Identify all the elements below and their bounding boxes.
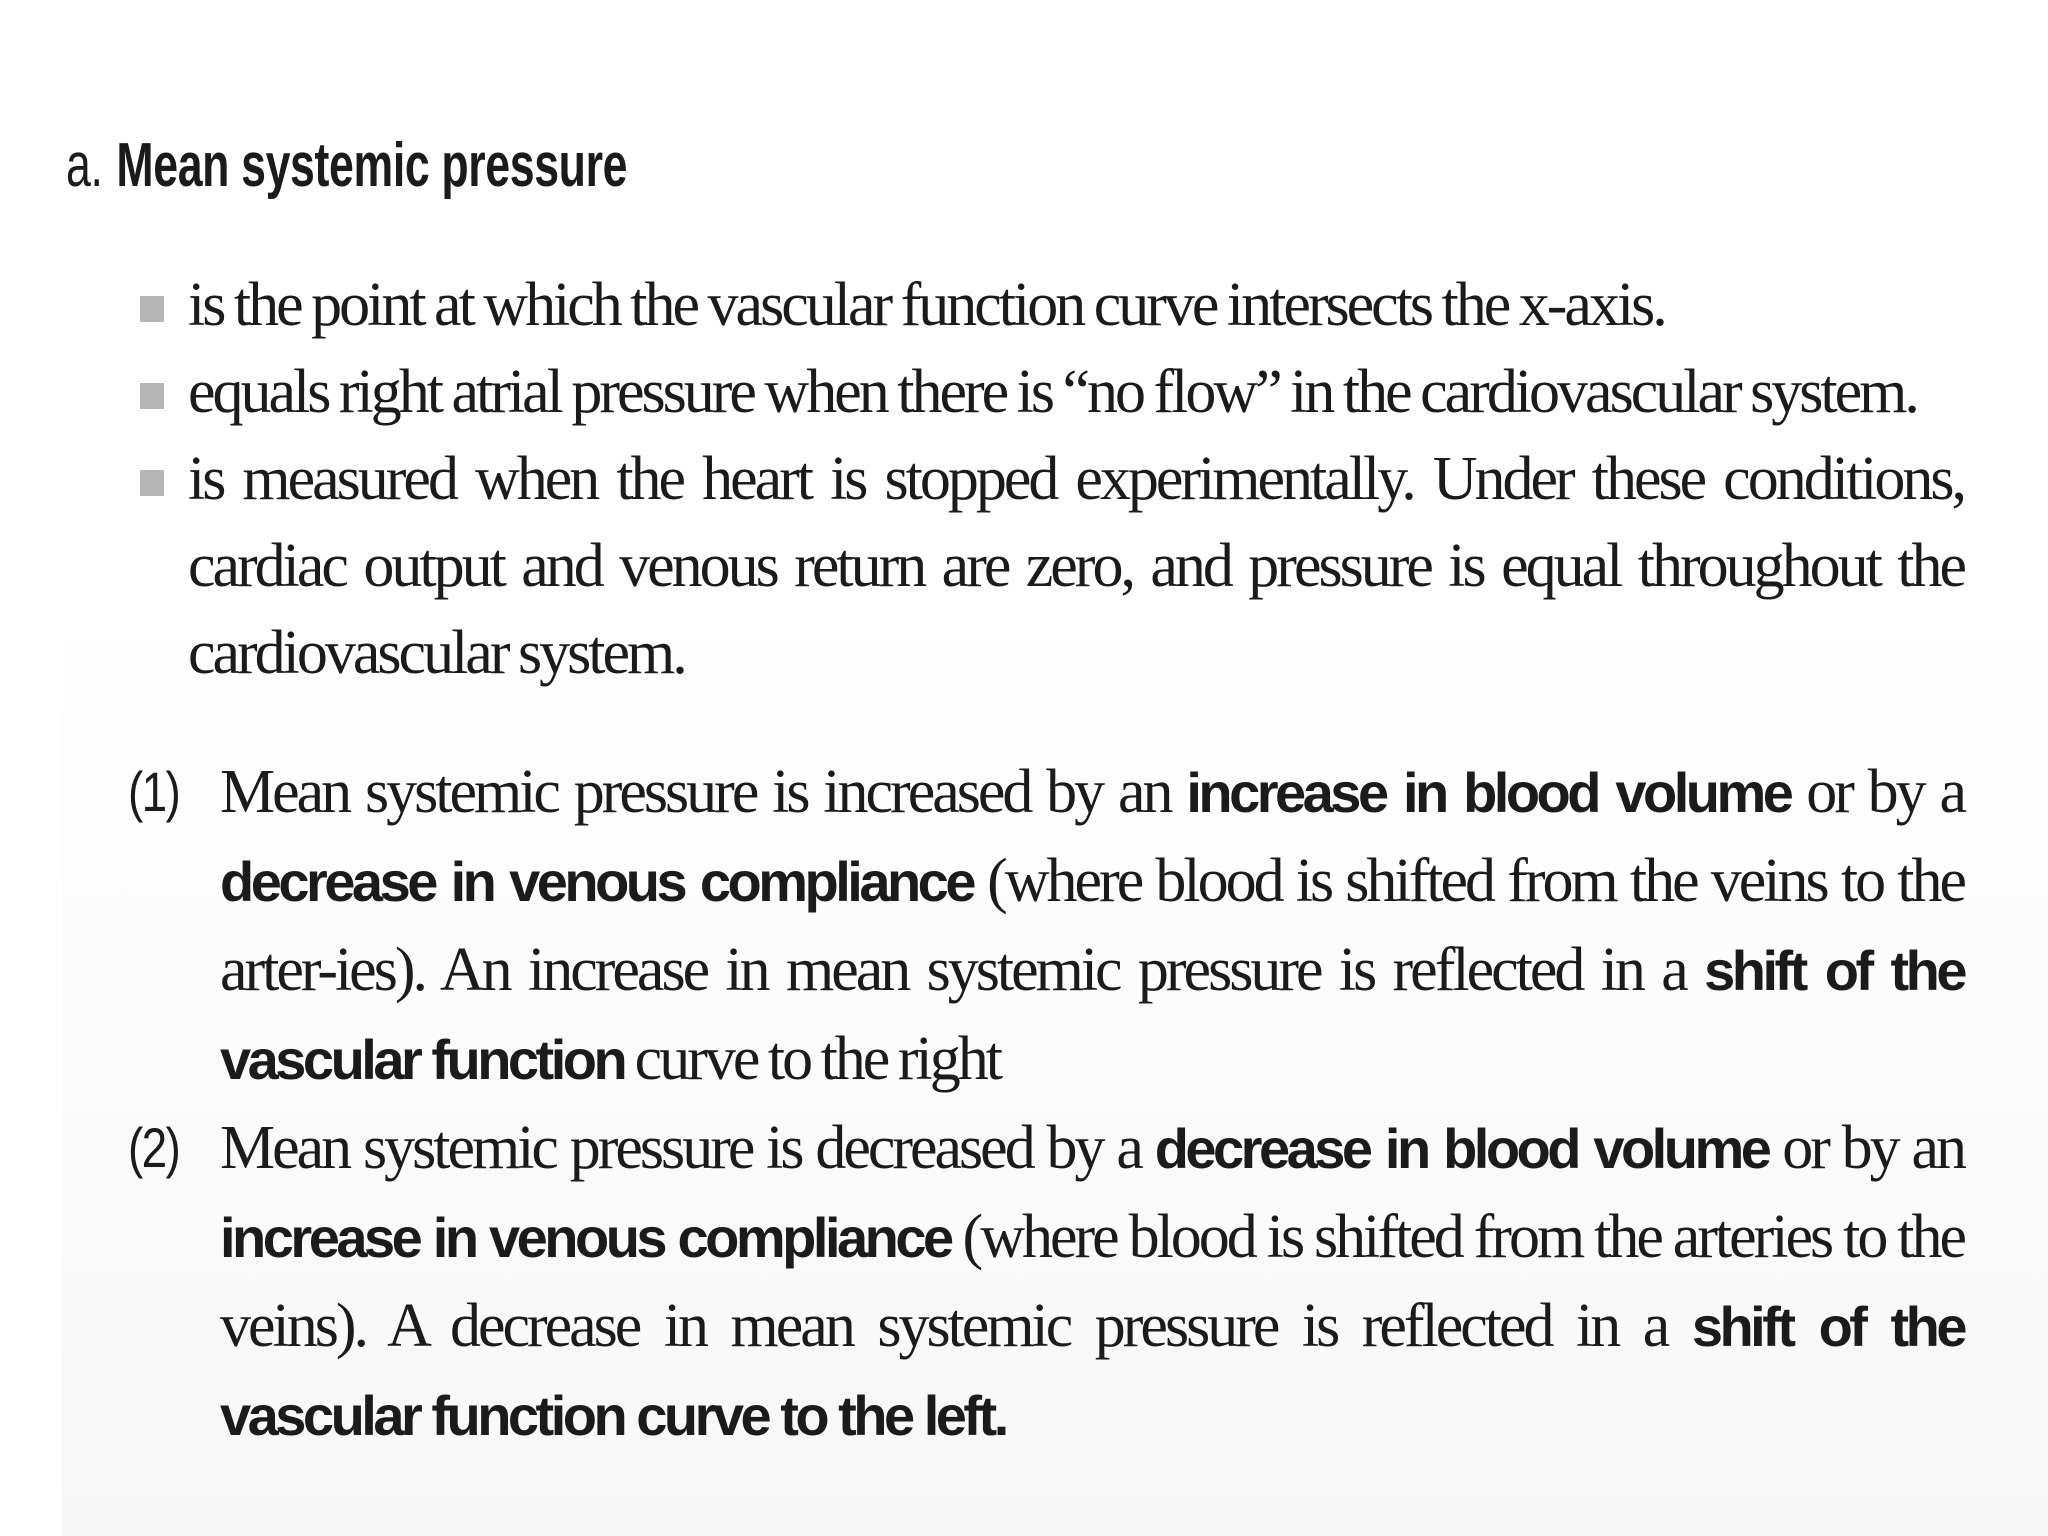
item-text-segment: or by a bbox=[1790, 758, 1964, 826]
item-text-segment: curve to the right bbox=[624, 1025, 1000, 1093]
item-bold-segment: increase in venous compliance bbox=[220, 1206, 951, 1269]
item-bold-segment: increase in blood volume bbox=[1186, 761, 1791, 824]
bullet-item bbox=[132, 436, 1964, 697]
item-text-segment: or by an bbox=[1768, 1114, 1965, 1182]
item-bold-segment: shift of the vascular function curve to the left. bbox=[220, 1295, 1964, 1447]
item-number: (2) bbox=[128, 1116, 180, 1179]
item-number: (1) bbox=[128, 760, 180, 823]
numbered-list bbox=[128, 748, 1964, 1460]
item-bold-segment: decrease in venous compliance bbox=[220, 850, 973, 913]
bullet-text: is measured when the heart is stopped experimentally. Under these conditions, cardiac output and venous return are zero, and pressure is equal throughout the cardiovascular system. bbox=[188, 445, 1964, 687]
bullet-list bbox=[132, 262, 1964, 697]
item-text-segment: Mean systemic pressure is increased by an bbox=[220, 758, 1187, 826]
bullet-square-icon bbox=[140, 470, 164, 496]
section-title: Mean systemic pressure bbox=[116, 131, 628, 200]
item-bold-segment: decrease in blood volume bbox=[1154, 1117, 1769, 1180]
item-text-segment: (where blood is shifted from the arteries to the veins). A decrease in mean systemic pressure is reflected in a bbox=[220, 1203, 1964, 1360]
item-text bbox=[220, 748, 1964, 1104]
bullet-square-icon bbox=[140, 296, 164, 322]
bullet-text: equals right atrial pressure when there is “no flow” in the cardiovascular system. bbox=[188, 358, 1917, 426]
section-marker: a. bbox=[66, 131, 103, 200]
bullet-square-icon bbox=[140, 383, 164, 409]
bullet-item bbox=[132, 349, 1964, 436]
bullet-item bbox=[132, 262, 1964, 349]
section-heading bbox=[66, 130, 627, 202]
item-text bbox=[220, 1104, 1964, 1460]
item-bold-segment: shift of the vascular function bbox=[220, 939, 1964, 1091]
bullet-text: is the point at which the vascular function curve intersects the x-axis. bbox=[188, 271, 1665, 339]
item-text-segment: Mean systemic pressure is decreased by a bbox=[220, 1114, 1155, 1182]
item-text-segment: (where blood is shifted from the veins to the arter-ies). An increase in mean systemic pressure is reflected in a bbox=[220, 847, 1964, 1004]
numbered-item bbox=[128, 1104, 1964, 1460]
numbered-item bbox=[128, 748, 1964, 1104]
